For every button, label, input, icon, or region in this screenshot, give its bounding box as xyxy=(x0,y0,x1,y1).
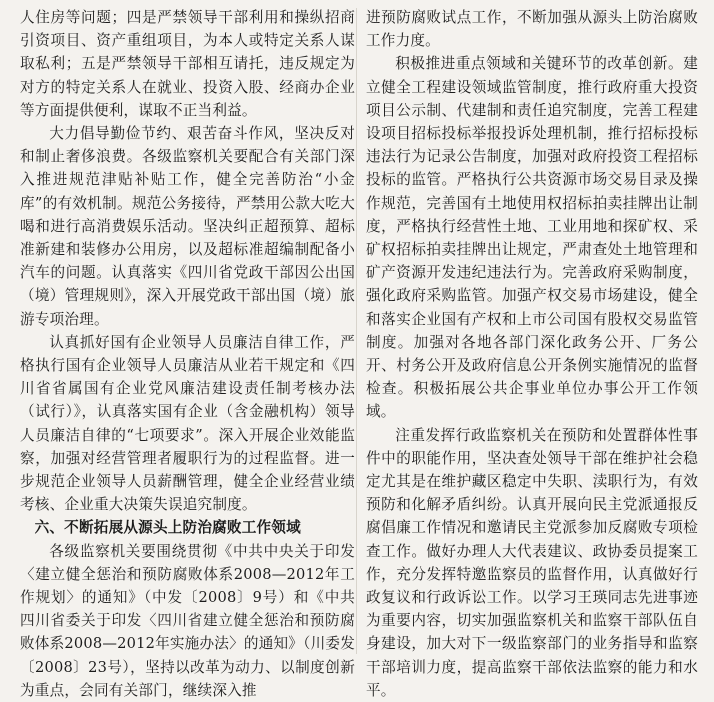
left-column xyxy=(20,6,355,702)
paragraph: 进预防腐败试点工作，不断加强从源头上防治腐败工作力度。 xyxy=(366,9,698,50)
paragraph: 人住房等问题；四是严禁领导干部利用和操纵招商引资项目、资产重组项目，为本人或特定关系人谋取私利；五是严禁领导干部相互请托，违反规定为对方的特定关系人在就业、投资入股、经商办企业等方面提供便利，谋取不正当利益。 xyxy=(20,9,355,119)
right-column xyxy=(366,6,698,702)
paragraph: 注重发挥行政监察机关在预防和处置群体性事件中的职能作用，坚决查处领导干部在维护社会稳定尤其是在维护藏区稳定中失职、渎职行为，有效预防和化解矛盾纠纷。认真开展向民主党派通报反腐倡廉工作情况和邀请民主党派参加反腐败专项检查工作。做好办理人大代表建议、政协委员提案工作，充分发挥特邀监察员的监督作用，认真做好行政复议和行政诉讼工作。以学习王瑛同志先进事迹为重要内容，切实加强监察机关和监察干部队伍自身建设，加大对下一级监察部门的业务指导和监察干部培训力度，提高监察干部依法监察的能力和水平。 xyxy=(366,426,698,699)
paragraph: 积极推进重点领域和关键环节的改革创新。建立健全工程建设领域监管制度，推行政府重大投资项目公示制、代建制和责任追究制度，完善工程建设项目招标投标举报投诉处理机制，推行招标投标违法行为记录公告制度，加强对政府投资工程招标投标的监管。严格执行公共资源市场交易目录及操作规范，完善国有土地使用权招标拍卖挂牌出让制度，严格执行经营性土地、工业用地和探矿权、采矿权招标拍卖挂牌出让规定，严肃查处土地管理和矿产资源开发违纪违法行为。完善政府采购制度，强化政府采购监管。加强产权交易市场建设，健全和落实企业国有产权和上市公司国有股权交易监管制度。加强对各地各部门深化政务公开、厂务公开、村务公开及政府信息公开条例实施情况的监督检查。积极拓展公共企事业单位办事公开工作领域。 xyxy=(366,55,698,421)
section-heading: 六、不断拓展从源头上防治腐败工作领域 xyxy=(34,519,301,537)
paragraph: 大力倡导勤俭节约、艰苦奋斗作风，坚决反对和制止奢侈浪费。各级监察机关要配合有关部门深入推进规范津贴补贴工作，健全完善防治“小金库”的有效机制。规范公务接待，严禁用公款大吃大喝和进行高消费娱乐活动。坚决纠正超预算、超标准新建和装修办公用房，以及超标准超编制配备小汽车的问题。认真落实《四川省党政干部因公出国（境）管理规则》，深入开展党政干部出国（境）旅游专项治理。 xyxy=(20,125,355,328)
paragraph: 认真抓好国有企业领导人员廉洁自律工作，严格执行国有企业领导人员廉洁从业若干规定和《四川省省属国有企业党风廉洁建设责任制考核办法（试行）》，认真落实国有企业（含金融机构）领导人员廉洁自律的“七项要求”。深入开展企业效能监察，加强对经营管理者履职行为的过程监督。进一步规范企业领导人员薪酬管理，健全企业经营业绩考核、企业重大决策失误追究制度。 xyxy=(20,333,355,514)
column-divider xyxy=(356,8,357,654)
paragraph: 各级监察机关要围绕贯彻《中共中央关于印发〈建立健全惩治和预防腐败体系2008—2012年工作规划〉的通知》（中发〔2008〕9号）和《中共四川省委关于印发〈四川省建立健全惩治和预防腐败体系2008—2012年实施办法〉的通知》（川委发〔2008〕23号），坚持以改革为动力、以制度创新为重点，会同有关部门，继续深入推 xyxy=(20,542,355,699)
